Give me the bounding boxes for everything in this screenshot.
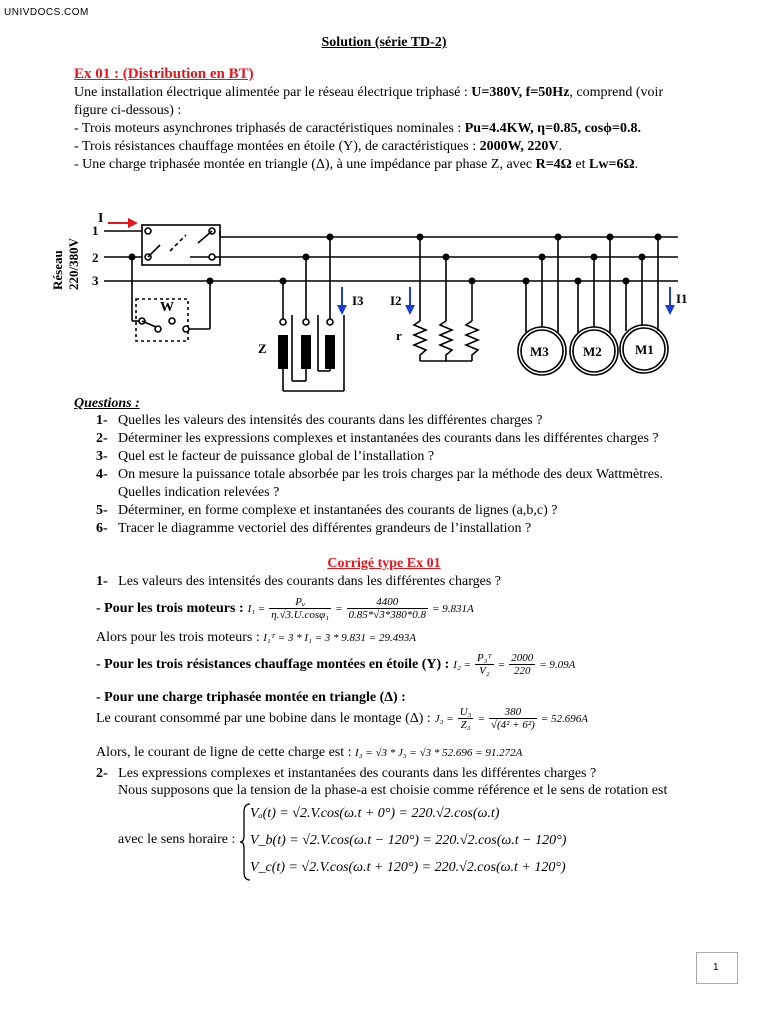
question-text: On mesure la puissance totale absorbée par les trois charges par la méthode des deux Wattmètres. xyxy=(118,467,663,482)
question-text: Quel est le facteur de puissance global de l’installation ? xyxy=(118,449,435,464)
label-r: r xyxy=(396,328,402,343)
solution-q2: 2- Les expressions complexes et instantanées des courants dans les différentes charges ? xyxy=(96,766,597,781)
question-number: 4- xyxy=(96,467,108,482)
line-3-label: 3 xyxy=(92,273,99,288)
watermark: UNIVDOCS.COM xyxy=(4,7,89,18)
motor-M1-label: M1 xyxy=(635,342,654,357)
question-item xyxy=(96,466,696,484)
question-item xyxy=(96,430,696,448)
exercise-heading: Ex 01 : (Distribution en BT) xyxy=(74,66,254,82)
page-number: 1 xyxy=(713,962,719,973)
question-item xyxy=(96,448,696,466)
label-I3: I3 xyxy=(352,293,364,308)
motor-M2-label: M2 xyxy=(583,344,602,359)
network-voltage: 220/380V xyxy=(66,238,81,290)
question-text: Quelles les valeurs des intensités des courants dans les différentes charges ? xyxy=(118,413,543,428)
question-item xyxy=(96,520,696,538)
solution-q1: 1- Les valeurs des intensités des courants dans les différentes charges ? xyxy=(96,574,501,589)
question-text: Tracer le diagramme vectoriel des différentes grandeurs de l’installation ? xyxy=(118,521,532,536)
question-number: 6- xyxy=(96,521,108,536)
motors-total: Alors pour les trois moteurs : I₁ᵀ = 3 * I₁ = 3 * 9.831 = 29.493A xyxy=(96,630,416,645)
motors-formula: - Pour les trois moteurs : I₁ = $\frac{\text{Pᵤ}}{\text{η.√3.U.cosφ₁}}$ = $\frac{4400}{0.85*√3*380*0.8}$ = 9.831A xyxy=(96,596,474,621)
voltage-vc: V_c(t) = √2.V.cos(ω.t + 120°) = 220.√2.cos(ω.t + 120°) xyxy=(250,860,566,875)
triangle-formula: Le courant consommé par une bobine dans le montage (Δ) : J₃ = $\frac{\text{U₃}}{\text{Z₃}}$ = $\frac{380}{\text{√(4² + 6²)}}$ = 52.696A xyxy=(96,706,588,731)
voltage-system xyxy=(250,800,566,881)
resistances-formula: - Pour les trois résistances chauffage montées en étoile (Y) : I₂ = $\frac{\text{P₃ᵀ}}{\text{V₂}}$ = $\frac{2000}{220}$ = 9.09A xyxy=(96,652,576,677)
solution-q2-text2: Nous supposons que la tension de la phase-a est choisie comme référence et le sens de rotation est xyxy=(118,783,668,798)
question-number xyxy=(96,484,118,502)
question-number: 5- xyxy=(96,503,108,518)
question-item xyxy=(96,412,696,430)
triangle-heading: - Pour une charge triphasée montée en triangle (Δ) : xyxy=(96,690,406,705)
exercise-item-triangle: - Une charge triphasée montée en triangle (Δ), à une impédance par phase Z, avec R=4Ω et Lw=6Ω. xyxy=(74,157,639,172)
page-title: Solution (série TD-2) xyxy=(321,35,447,50)
question-text: Quelles indication relevées ? xyxy=(118,485,280,500)
exercise-item-motors: - Trois moteurs asynchrones triphasés de caractéristiques nominales : Pu=4.4KW, η=0.85, cosϕ=0.8. xyxy=(74,121,641,136)
current-I-arrow xyxy=(108,218,138,228)
question-number: 1- xyxy=(96,413,108,428)
circuit-diagram xyxy=(0,195,768,395)
question-item xyxy=(96,502,696,520)
label-Z: Z xyxy=(258,341,267,356)
questions-heading: Questions : xyxy=(74,396,140,411)
question-text: Déterminer, en forme complexe et instantanées des courants de lignes (a,b,c) ? xyxy=(118,503,558,518)
network-label: Réseau xyxy=(50,250,65,290)
voltage-va: Vₐ(t) = √2.V.cos(ω.t + 0°) = 220.√2.cos(ω.t) xyxy=(250,806,500,821)
line-1-label: 1 xyxy=(92,223,99,238)
voltage-vb: V_b(t) = √2.V.cos(ω.t − 120°) = 220.√2.cos(ω.t − 120°) xyxy=(250,833,567,848)
motor-M3-label: M3 xyxy=(530,344,549,359)
question-number: 3- xyxy=(96,449,108,464)
question-text: Déterminer les expressions complexes et instantanées des courants dans les différentes charges ? xyxy=(118,431,659,446)
question-number: 2- xyxy=(96,431,108,446)
solution-heading: Corrigé type Ex 01 xyxy=(327,556,441,571)
question-item xyxy=(96,484,696,502)
exercise-intro: Une installation électrique alimentée par le réseau électrique triphasé : U=380V, f=50Hz, comprend (voir figure ci-dessous) : xyxy=(74,85,664,118)
questions-list xyxy=(96,412,696,538)
horaire-label: avec le sens horaire : xyxy=(118,832,236,847)
line-current: Alors, le courant de ligne de cette charge est : I₃ = √3 * J₃ = √3 * 52.696 = 91.272A xyxy=(96,745,523,760)
wattmeter-label: W xyxy=(160,300,174,315)
page-number-box xyxy=(696,952,738,984)
label-I2: I2 xyxy=(390,293,402,308)
current-I-label: I xyxy=(98,211,104,226)
label-I1: I1 xyxy=(676,291,688,306)
exercise-item-resistances: - Trois résistances chauffage montées en étoile (Y), de caractéristiques : 2000W, 220V. xyxy=(74,139,562,154)
line-2-label: 2 xyxy=(92,250,99,265)
